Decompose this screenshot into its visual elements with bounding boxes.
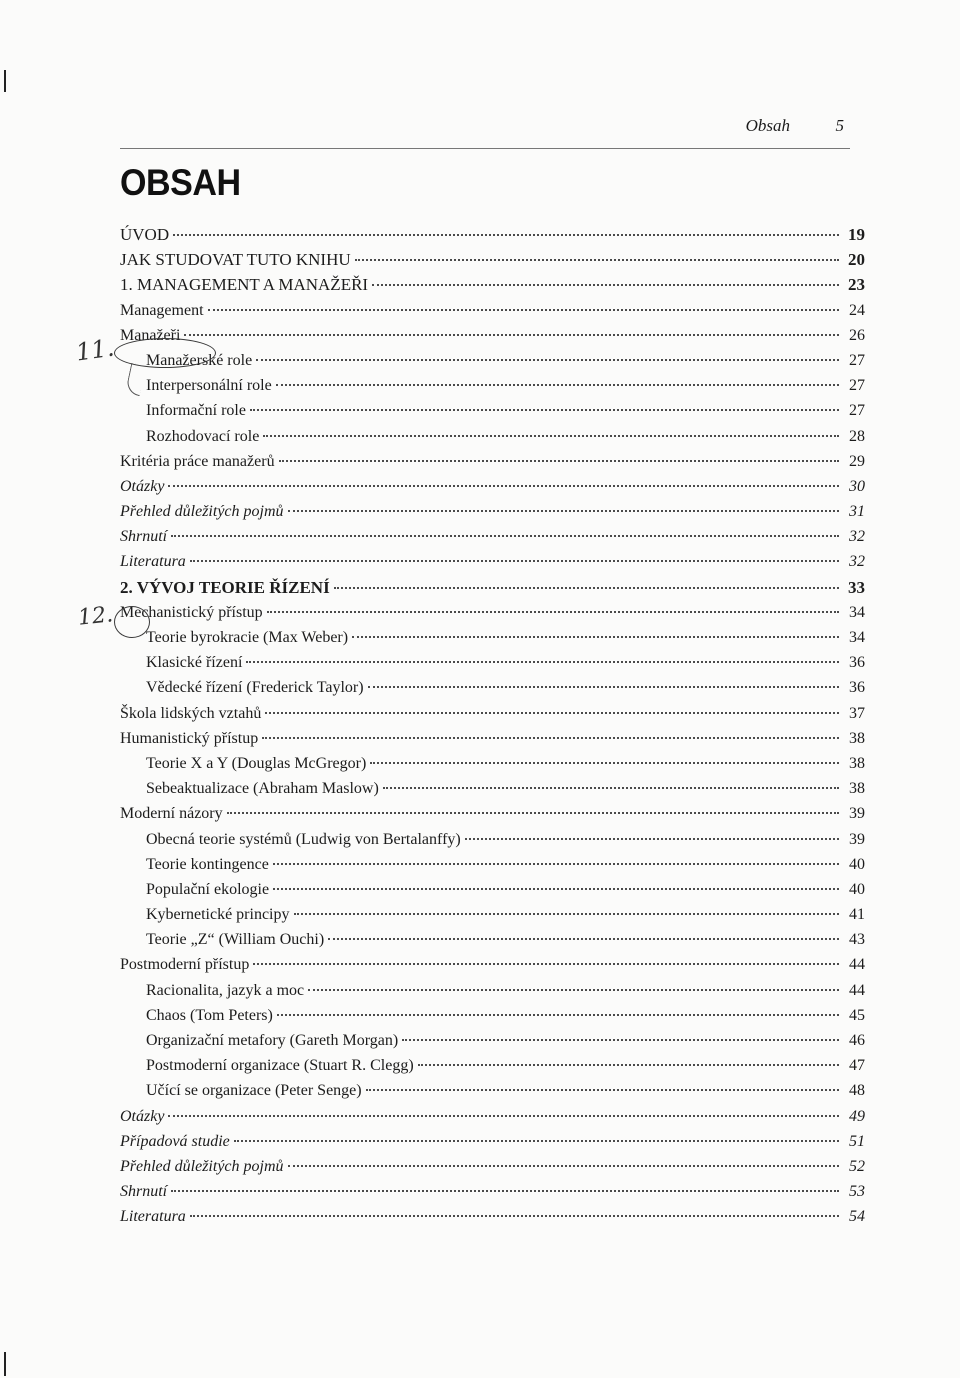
toc-entry-page-number: 49: [849, 1107, 865, 1125]
toc-entry: [120, 751, 865, 776]
toc-entry-title: Přehled důležitých pojmů: [120, 1157, 284, 1175]
toc-entry: [120, 1078, 865, 1103]
toc-entry-page-number: 20: [848, 250, 865, 270]
toc-entry: [120, 575, 865, 600]
dot-leader: [402, 1039, 839, 1041]
toc-entry: [120, 1053, 865, 1078]
toc-entry-page-number: 32: [849, 528, 865, 546]
dot-leader: [208, 309, 839, 311]
dot-leader: [355, 259, 839, 261]
dot-leader: [352, 636, 839, 638]
dot-leader: [190, 560, 839, 562]
dot-leader: [273, 888, 839, 890]
toc-entry-page-number: 47: [849, 1057, 865, 1075]
scan-edge-mark: [4, 1352, 6, 1376]
toc-entry-title: Mechanistický přístup: [120, 603, 263, 621]
toc-entry-page-number: 41: [849, 906, 865, 924]
toc-entry-page-number: 53: [849, 1183, 865, 1201]
toc-entry-page-number: 36: [849, 679, 865, 697]
toc-entry: [120, 726, 865, 751]
toc-entry-title: 1. MANAGEMENT A MANAŽEŘI: [120, 275, 369, 295]
toc-entry-page-number: 51: [849, 1132, 865, 1150]
dot-leader: [250, 409, 839, 411]
dot-leader: [334, 587, 839, 589]
toc-entry: [120, 877, 865, 902]
toc-entry: [120, 1003, 865, 1028]
toc-entry: [120, 524, 865, 549]
toc-entry-title: Organizační metafory (Gareth Morgan): [146, 1032, 399, 1049]
toc-entry-title: Populační ekologie: [146, 880, 270, 898]
toc-entry: [120, 650, 865, 675]
toc-entry-page-number: 38: [849, 754, 865, 772]
dot-leader: [273, 863, 839, 865]
toc-entry: [120, 927, 865, 952]
toc-entry-page-number: 26: [849, 326, 865, 344]
toc-entry-title: Vědecké řízení (Frederick Taylor): [146, 679, 364, 697]
toc-entry-title: Otázky: [120, 1107, 165, 1125]
dot-leader: [262, 737, 839, 739]
toc-entry-page-number: 48: [849, 1082, 865, 1100]
dot-leader: [253, 963, 839, 965]
toc-entry: [120, 272, 865, 297]
dot-leader: [256, 359, 839, 361]
scan-edge-mark: [4, 70, 6, 92]
toc-entry: [120, 398, 865, 423]
toc-entry-page-number: 33: [848, 577, 865, 597]
toc-entry: [120, 978, 865, 1003]
toc-entry-page-number: 44: [849, 981, 865, 999]
toc-entry-page-number: 40: [849, 880, 865, 898]
toc-entry-title: Obecná teorie systémů (Ludwig von Bertalanffy): [146, 830, 461, 848]
toc-entry-page-number: 39: [849, 830, 865, 848]
toc-entry-page-number: 24: [849, 301, 865, 319]
dot-leader: [168, 1115, 839, 1117]
dot-leader: [368, 686, 839, 688]
dot-leader: [294, 913, 840, 915]
dot-leader: [171, 535, 839, 537]
toc-entry: [120, 952, 865, 977]
header-rule: [120, 148, 850, 149]
toc-entry-title: Teorie kontingence: [146, 855, 269, 873]
toc-entry-title: Postmoderní organizace (Stuart R. Clegg): [146, 1057, 414, 1075]
toc-entry: [120, 801, 865, 826]
toc-entry-title: Manažerské role: [146, 351, 253, 369]
dot-leader: [279, 460, 839, 462]
toc-entry-page-number: 23: [848, 275, 865, 295]
toc-entry-page-number: 40: [849, 855, 865, 873]
toc-entry: [120, 549, 865, 574]
toc-entry-title: Klasické řízení: [146, 654, 243, 672]
handwritten-circle: [114, 606, 150, 638]
toc-entry-page-number: 46: [849, 1032, 865, 1049]
toc-entry-page-number: 28: [849, 427, 865, 445]
dot-leader: [234, 1140, 839, 1142]
dot-leader: [190, 1215, 839, 1217]
toc-entry: [120, 1129, 865, 1154]
dot-leader: [383, 787, 839, 789]
dot-leader: [277, 1014, 839, 1016]
handwritten-circle: [114, 338, 216, 368]
toc-entry-title: Literatura: [120, 1208, 186, 1226]
toc-entry: [120, 373, 865, 398]
toc-entry-title: Teorie byrokracie (Max Weber): [146, 629, 349, 646]
handwritten-mark: 11.: [74, 333, 116, 367]
toc-entry-title: Otázky: [120, 477, 165, 495]
dot-leader: [328, 938, 839, 940]
dot-leader: [308, 989, 839, 991]
toc-entry-title: Učící se organizace (Peter Senge): [146, 1082, 362, 1100]
toc-entry-page-number: 29: [849, 452, 865, 470]
toc-entry-title: Kritéria práce manažerů: [120, 452, 275, 470]
toc-entry-title: Manažeři: [120, 326, 181, 344]
toc-entry-title: Přehled důležitých pojmů: [120, 503, 284, 521]
toc-entry-title: ÚVOD: [120, 225, 170, 244]
dot-leader: [418, 1064, 839, 1066]
dot-leader: [288, 1165, 839, 1167]
toc-entry-page-number: 27: [849, 377, 865, 395]
dot-leader: [265, 712, 839, 714]
toc-entry: [120, 776, 865, 801]
dot-leader: [288, 510, 839, 512]
toc-entry-page-number: 31: [849, 503, 865, 521]
toc-entry-title: Teorie „Z“ (William Ouchi): [146, 931, 325, 949]
toc-entry-title: Interpersonální role: [146, 377, 272, 395]
toc-entry-page-number: 45: [849, 1006, 865, 1024]
toc-entry-title: Škola lidských vztahů: [120, 704, 262, 722]
running-head-page-number: 5: [835, 116, 844, 135]
toc-entry-title: Humanistický přístup: [120, 729, 259, 747]
toc-entry: [120, 1179, 865, 1204]
toc-entry: [120, 701, 865, 726]
dot-leader: [465, 838, 839, 840]
toc-entry-title: Sebeaktualizace (Abraham Maslow): [146, 780, 379, 798]
toc-entry-title: Případová studie: [120, 1132, 230, 1150]
dot-leader: [370, 762, 839, 764]
toc-entry: [120, 424, 865, 449]
dot-leader: [276, 384, 839, 386]
handwritten-mark: 12.: [76, 602, 115, 631]
toc-entry-title: Shrnutí: [120, 1183, 168, 1201]
table-of-contents: [120, 222, 865, 1230]
toc-entry-title: Chaos (Tom Peters): [146, 1006, 273, 1024]
toc-entry: [120, 600, 865, 625]
toc-entry: [120, 474, 865, 499]
toc-entry: [120, 449, 865, 474]
dot-leader: [168, 485, 839, 487]
toc-entry: [120, 499, 865, 524]
toc-entry: [120, 902, 865, 927]
page-title: OBSAH: [120, 162, 241, 203]
toc-entry-title: Informační role: [146, 402, 246, 420]
toc-entry-title: Teorie X a Y (Douglas McGregor): [146, 754, 367, 772]
toc-entry-title: Racionalita, jazyk a moc: [146, 981, 305, 999]
toc-entry-page-number: 36: [849, 654, 865, 672]
toc-entry: [120, 852, 865, 877]
toc-entry-page-number: 30: [849, 477, 865, 495]
toc-entry-page-number: 43: [849, 931, 865, 949]
toc-entry-title: Rozhodovací role: [146, 427, 260, 445]
toc-entry-title: JAK STUDOVAT TUTO KNIHU: [120, 250, 351, 270]
toc-entry: [120, 1028, 865, 1053]
toc-entry-page-number: 34: [849, 629, 865, 646]
dot-leader: [246, 661, 839, 663]
toc-entry-page-number: 32: [849, 553, 865, 571]
toc-entry: [120, 1104, 865, 1129]
running-head: [120, 116, 850, 138]
running-head-title: Obsah: [745, 116, 790, 135]
toc-entry: [120, 222, 865, 247]
toc-entry-title: Kybernetické principy: [146, 906, 290, 924]
toc-entry-page-number: 44: [849, 956, 865, 974]
toc-entry-page-number: 27: [849, 402, 865, 420]
dot-leader: [184, 334, 839, 336]
toc-entry-title: Postmoderní přístup: [120, 956, 250, 974]
toc-entry-title: Moderní názory: [120, 805, 223, 823]
dot-leader: [227, 812, 839, 814]
dot-leader: [372, 284, 839, 286]
toc-entry: [120, 298, 865, 323]
toc-entry-page-number: 19: [848, 225, 865, 244]
toc-entry: [120, 323, 865, 348]
toc-entry: [120, 348, 865, 373]
dot-leader: [171, 1190, 839, 1192]
toc-entry: [120, 827, 865, 852]
dot-leader: [173, 234, 839, 236]
toc-entry-page-number: 52: [849, 1157, 865, 1175]
toc-entry-page-number: 34: [849, 603, 865, 621]
toc-entry-title: Management: [120, 301, 204, 319]
toc-entry-page-number: 54: [849, 1208, 865, 1226]
toc-entry-page-number: 38: [849, 780, 865, 798]
toc-entry-page-number: 37: [849, 704, 865, 722]
dot-leader: [263, 435, 839, 437]
toc-entry: [120, 675, 865, 700]
toc-entry-page-number: 27: [849, 351, 865, 369]
toc-entry: [120, 625, 865, 650]
toc-entry-page-number: 38: [849, 729, 865, 747]
toc-entry-page-number: 39: [849, 805, 865, 823]
toc-entry: [120, 247, 865, 272]
toc-entry-title: Shrnutí: [120, 528, 168, 546]
dot-leader: [366, 1089, 839, 1091]
toc-entry: [120, 1204, 865, 1229]
toc-entry: [120, 1154, 865, 1179]
toc-entry-title: 2. VÝVOJ TEORIE ŘÍZENÍ: [120, 577, 330, 597]
toc-entry-title: Literatura: [120, 553, 186, 571]
dot-leader: [267, 611, 839, 613]
